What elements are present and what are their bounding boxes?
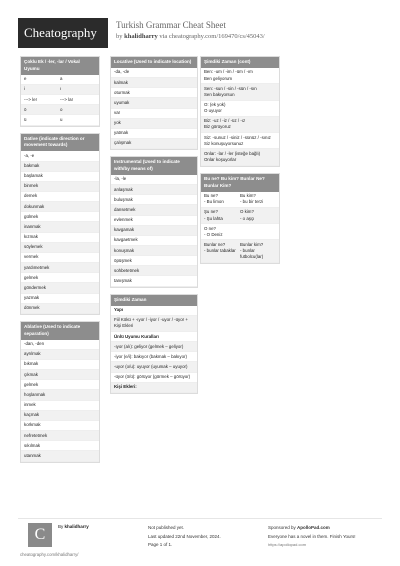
instrumental-verb: anlaşmak xyxy=(111,185,197,195)
question-row xyxy=(201,192,279,208)
present-tense-cont-box xyxy=(200,56,280,167)
box-title: Instrumental (Used to indicate with/by means of) xyxy=(111,157,197,175)
present-tense-row: -üyor (ö/ü): görüyor (görmek – görüyor) xyxy=(111,373,197,383)
present-tense-row: -uyor (o/u): uyuyor (uyumak – uyuyor) xyxy=(111,362,197,372)
sponsor-url[interactable]: https://apollopad.com xyxy=(268,542,307,548)
column-3 xyxy=(200,56,318,270)
instrumental-box xyxy=(110,156,198,288)
dative-verb: göndermek xyxy=(21,283,99,293)
instrumental-verb: -la, -le xyxy=(111,175,197,185)
box-title: Şimdiki Zaman (cont) xyxy=(201,57,279,68)
question-cell: Bunlar kim? - bunlar futbolcu(lar) xyxy=(240,241,264,260)
person-suffix-row: Biz: -uz / -iz / -üz / -ız Biz görüyoruz xyxy=(201,117,279,133)
publish-info xyxy=(148,524,221,550)
box-title: Çoklu Ek / -ler, -lar / Vokal Uyumu xyxy=(21,57,99,75)
vowel-cell: ---> ler xyxy=(24,96,38,102)
author-link[interactable]: khalidharry xyxy=(124,33,158,40)
ablative-verb: sıkılmak xyxy=(21,441,99,451)
vowel-cell: ı xyxy=(60,86,62,92)
vowel-row xyxy=(21,95,99,105)
sponsor-link[interactable]: ApolloPad.com xyxy=(297,525,330,530)
present-tense-row: -ıyor (a/ı): geliyor (gelmek – geliyor) xyxy=(111,342,197,352)
ablative-verb: utanmak xyxy=(21,451,99,461)
footer xyxy=(18,518,382,558)
vowel-cell: ü xyxy=(24,116,27,122)
person-suffix-row: Onlar: -lar / -ler (isteğe bağlı) Onlar koşuyorlar xyxy=(201,149,279,165)
present-tense-row: -iyor (e/i): bakıyor (bakmak – bakıyor) xyxy=(111,352,197,362)
dative-box xyxy=(20,133,100,315)
vowel-row xyxy=(21,85,99,95)
box-title: Dative (indicate direction or movement towards) xyxy=(21,134,99,152)
present-tense-row: Fiil Kökü + -ıyor / -iyor / -uyor / -üyor + Kişi Ekleri xyxy=(111,316,197,332)
footer-author-url[interactable]: cheatography.com/khalidharry/ xyxy=(20,552,79,557)
instrumental-verb: kavgamak xyxy=(111,226,197,236)
footer-author xyxy=(58,524,89,529)
dative-verb: vermek xyxy=(21,253,99,263)
instrumental-verb: öpüşmek xyxy=(111,256,197,266)
by-label: by xyxy=(116,33,123,40)
vowel-harmony-box xyxy=(20,56,100,127)
box-title: Şimdiki Zaman xyxy=(111,295,197,306)
box-title: Locative (Used to indicate location) xyxy=(111,57,197,68)
locative-verb: var xyxy=(111,109,197,119)
box-title: Ablative (Used to indicate separation) xyxy=(21,322,99,340)
instrumental-verb: konuşmak xyxy=(111,246,197,256)
instrumental-verb: buluşmak xyxy=(111,195,197,205)
ablative-verb: kaçmak xyxy=(21,411,99,421)
ablative-verb: çıkmak xyxy=(21,370,99,380)
author-badge-icon: C xyxy=(28,523,52,547)
dative-verb: yazmak xyxy=(21,294,99,304)
dative-verb: başlamak xyxy=(21,172,99,182)
present-tense-row: Kişi Ekleri: xyxy=(111,383,197,393)
published-status: Not published yet. xyxy=(148,525,185,530)
footer-author-link[interactable]: khalidharry xyxy=(64,524,89,529)
sheet-url[interactable]: cheatography.com/169470/cs/45043/ xyxy=(168,33,265,40)
ablative-verb: -dan, -den xyxy=(21,340,99,350)
page-title: Turkish Grammar Cheat Sheet xyxy=(116,20,226,30)
question-cell: Bu ne? - Bu limon xyxy=(204,193,224,205)
ablative-verb: gelmek xyxy=(21,380,99,390)
questions-box xyxy=(200,173,280,264)
person-suffix-row: Ben: -um / -im / -üm / -ım Ben geliyorum xyxy=(201,68,279,84)
ablative-box xyxy=(20,321,100,463)
question-row xyxy=(201,240,279,262)
instrumental-verb: kavgaetmek xyxy=(111,236,197,246)
instrumental-verb: dansetmek xyxy=(111,205,197,215)
box-title: Bu ne? Bu kim? Bunlar Ne? Bunlar Kim? xyxy=(201,174,279,192)
dative-verb: inanmak xyxy=(21,222,99,232)
locative-verb: kalmak xyxy=(111,78,197,88)
last-updated: Last updated 22nd November, 2024. xyxy=(148,533,221,539)
byline xyxy=(116,33,265,40)
page-number: Page 1 of 1. xyxy=(148,542,173,548)
ablative-verb: korkmak xyxy=(21,421,99,431)
question-cell xyxy=(240,226,276,238)
sponsor-text: Everyone has a novel in them. Finish Yours! xyxy=(268,533,356,539)
dative-verb: dokunmak xyxy=(21,202,99,212)
dative-verb: dönmek xyxy=(21,304,99,314)
locative-verb: yatmak xyxy=(111,129,197,139)
present-tense-row: Yapı xyxy=(111,306,197,316)
sponsor-info xyxy=(268,524,383,549)
question-row xyxy=(201,208,279,224)
sponsor-prefix: Sponsored by xyxy=(268,525,296,530)
sponsor-line xyxy=(268,524,383,533)
locative-verb: uyumak xyxy=(111,98,197,108)
cheatography-logo[interactable]: Cheatography xyxy=(18,18,108,48)
person-suffix-row: O: (ek yok) O uyuyor xyxy=(201,101,279,117)
ablative-verb: inmek xyxy=(21,401,99,411)
question-cell: Bu kim? - bu bir terzi xyxy=(240,193,264,205)
instrumental-verb: evlenmek xyxy=(111,216,197,226)
vowel-cell: ö xyxy=(24,106,27,112)
question-row xyxy=(201,224,279,240)
header xyxy=(18,18,382,50)
locative-verb: yok xyxy=(111,119,197,129)
vowel-row xyxy=(21,115,99,125)
vowel-row xyxy=(21,105,99,115)
vowel-cell: i xyxy=(24,86,25,92)
ablative-verb: bıkmak xyxy=(21,360,99,370)
dative-verb: yardımetmek xyxy=(21,263,99,273)
footer-by-label: By xyxy=(58,524,64,529)
question-cell: Bunlar ne? - bunlar tabaklar xyxy=(204,241,236,254)
dative-verb: bakmak xyxy=(21,162,99,172)
present-tense-row: Ünlü Uyumu Kuralları xyxy=(111,332,197,342)
ablative-verb: ayrılmak xyxy=(21,350,99,360)
question-cell: O kim? - o aşçı xyxy=(240,209,255,221)
vowel-cell: o xyxy=(60,106,63,112)
question-cell: O ne? - O Deniz xyxy=(204,225,223,237)
dative-verb: -a, -e xyxy=(21,151,99,161)
locative-verb: çalışmak xyxy=(111,139,197,149)
dative-verb: gelmek xyxy=(21,273,99,283)
person-suffix-row: Siz: -sunuz / -siniz / -sünüz / -sınız Siz konuşuyorsunuz xyxy=(201,133,279,149)
vowel-cell: ---> lar xyxy=(60,96,74,102)
ablative-verb: nefretetmek xyxy=(21,431,99,441)
dative-verb: söylemek xyxy=(21,243,99,253)
person-suffix-row: Sen: -sun / -sin / -sün / -sın Sen bakıyorsun xyxy=(201,84,279,100)
dative-verb: kızmak xyxy=(21,233,99,243)
question-cell: Şu ne? - Şu lahta xyxy=(204,209,223,221)
dative-verb: gülmek xyxy=(21,212,99,222)
vowel-cell: u xyxy=(60,116,63,122)
instrumental-verb: tanışmak xyxy=(111,276,197,286)
vowel-row xyxy=(21,75,99,85)
vowel-cell: e xyxy=(24,76,27,82)
present-tense-box xyxy=(110,294,198,394)
dative-verb: demek xyxy=(21,192,99,202)
instrumental-verb: sohbetetmek xyxy=(111,266,197,276)
dative-verb: binmek xyxy=(21,182,99,192)
locative-box xyxy=(110,56,198,150)
locative-verb: oturmak xyxy=(111,88,197,98)
via-label: via xyxy=(159,33,168,40)
locative-verb: -da, -de xyxy=(111,68,197,78)
ablative-verb: hoşlanmak xyxy=(21,390,99,400)
vowel-cell: a xyxy=(60,76,63,82)
